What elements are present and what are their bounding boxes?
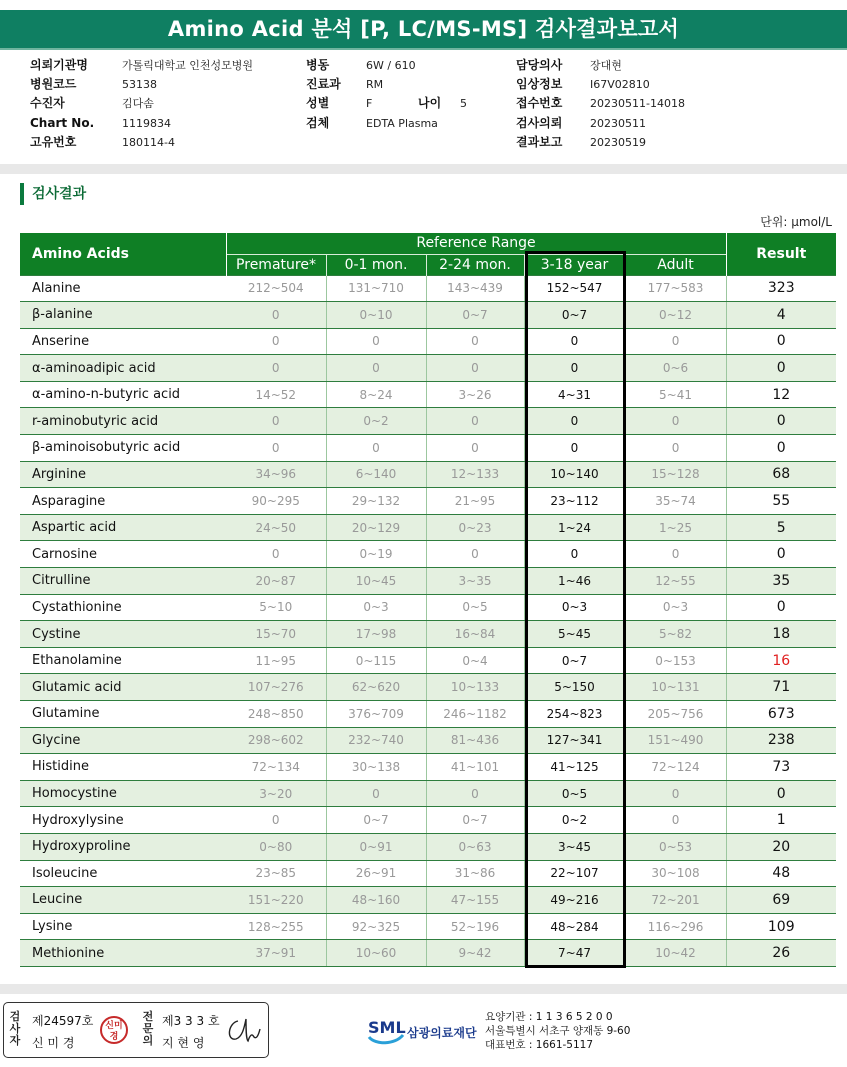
info-label: 임상정보 [516, 77, 563, 92]
amino-acid-name: Ethanolamine [20, 647, 226, 674]
reference-range-cell: 0~7 [426, 302, 524, 329]
reference-range-cell: 5~150 [524, 674, 625, 701]
header-0-1-mon: 0-1 mon. [326, 254, 426, 275]
reference-range-cell: 6~140 [326, 461, 426, 488]
header-premature: Premature* [226, 254, 326, 275]
reference-range-cell: 107~276 [226, 674, 326, 701]
reference-range-cell: 24~50 [226, 514, 326, 541]
amino-acid-name: Isoleucine [20, 860, 226, 887]
sml-logo-icon [365, 1011, 407, 1049]
reference-range-cell: 0~2 [326, 408, 426, 435]
table-row [20, 701, 836, 728]
reference-range-cell: 5~82 [625, 621, 726, 648]
table-row [20, 860, 836, 887]
reference-range-cell: 41~101 [426, 754, 524, 781]
reference-range-cell: 0 [426, 328, 524, 355]
result-value: 0 [726, 780, 836, 807]
info-label: 병원코드 [30, 77, 77, 92]
info-value: 180114-4 [122, 135, 175, 149]
result-value: 71 [726, 674, 836, 701]
reference-range-cell: 205~756 [625, 701, 726, 728]
table-row [20, 381, 836, 408]
info-value: 20230511 [590, 116, 646, 130]
header-adult: Adult [625, 254, 726, 275]
reference-range-cell: 62~620 [326, 674, 426, 701]
info-value: 6W / 610 [366, 59, 416, 72]
reference-range-cell: 22~107 [524, 860, 625, 887]
result-value: 0 [726, 435, 836, 462]
reference-range-cell: 0~7 [326, 807, 426, 834]
reference-range-cell: 0~12 [625, 302, 726, 329]
reference-range-cell: 298~602 [226, 727, 326, 754]
amino-acid-name: r-aminobutyric acid [20, 408, 226, 435]
table-row [20, 355, 836, 382]
reference-range-cell: 254~823 [524, 701, 625, 728]
reference-range-cell: 90~295 [226, 488, 326, 515]
reference-range-cell: 0~6 [625, 355, 726, 382]
org-name: 삼광의료재단 [407, 1026, 477, 1040]
reference-range-cell: 0 [226, 541, 326, 568]
reference-range-cell: 4~31 [524, 381, 625, 408]
reference-range-cell: 10~131 [625, 674, 726, 701]
reference-range-cell: 0~7 [426, 807, 524, 834]
reference-range-cell: 8~24 [326, 381, 426, 408]
reference-range-cell: 0 [426, 541, 524, 568]
reference-range-cell: 10~42 [625, 940, 726, 967]
reference-range-cell: 152~547 [524, 275, 625, 302]
amino-acid-name: Alanine [20, 275, 226, 302]
amino-acid-name: Cystine [20, 621, 226, 648]
org-address: 서울특별시 서초구 양재동 9-60 [485, 1025, 631, 1037]
header-2-24-mon: 2-24 mon. [426, 254, 524, 275]
result-value: 0 [726, 594, 836, 621]
info-label: Chart No. [30, 115, 95, 130]
info-label: 병동 [306, 58, 330, 72]
tester-license-no: 제24597호 [32, 1014, 94, 1028]
reference-range-cell: 376~709 [326, 701, 426, 728]
info-value: 장대현 [590, 59, 622, 72]
result-value: 238 [726, 727, 836, 754]
reference-range-cell: 1~24 [524, 514, 625, 541]
info-label: 고유번호 [30, 134, 77, 149]
reference-range-cell: 0~53 [625, 833, 726, 860]
amino-acid-name: Methionine [20, 940, 226, 967]
tester-stamp: 신미경 [100, 1016, 128, 1044]
org-code: 요양기관 : 1 1 3 6 5 2 0 0 [485, 1011, 613, 1023]
reference-range-cell: 0~2 [524, 807, 625, 834]
reference-range-cell: 10~60 [326, 940, 426, 967]
table-row [20, 807, 836, 834]
info-value: 53138 [122, 78, 157, 92]
reference-range-cell: 127~341 [524, 727, 625, 754]
info-col-2 [306, 56, 467, 133]
info-label: 진료과 [306, 77, 341, 92]
info-value: EDTA Plasma [366, 116, 438, 130]
info-row [516, 114, 685, 133]
reference-range-cell: 3~35 [426, 568, 524, 595]
result-value: 35 [726, 568, 836, 595]
reference-range-cell: 7~47 [524, 940, 625, 967]
reference-range-cell: 81~436 [426, 727, 524, 754]
info-label: 검체 [306, 115, 330, 130]
reference-range-cell: 0 [226, 807, 326, 834]
result-value: 5 [726, 514, 836, 541]
table-row [20, 833, 836, 860]
info-label: 결과보고 [516, 134, 563, 149]
reference-range-cell: 0~3 [326, 594, 426, 621]
reference-range-cell: 1~25 [625, 514, 726, 541]
amino-acid-name: Lysine [20, 913, 226, 940]
reference-range-cell: 23~85 [226, 860, 326, 887]
report-title: Amino Acid 분석 [P, LC/MS-MS] 검사결과보고서 [0, 10, 847, 48]
info-row [30, 133, 253, 152]
reference-range-cell: 0~3 [524, 594, 625, 621]
reference-range-cell: 9~42 [426, 940, 524, 967]
result-value: 73 [726, 754, 836, 781]
result-value: 26 [726, 940, 836, 967]
amino-acid-name: Homocystine [20, 780, 226, 807]
reference-range-cell: 72~134 [226, 754, 326, 781]
reference-range-cell: 0~4 [426, 647, 524, 674]
table-row [20, 727, 836, 754]
result-value: 20 [726, 833, 836, 860]
reference-range-cell: 0 [226, 355, 326, 382]
reference-range-cell: 0~115 [326, 647, 426, 674]
result-value: 0 [726, 408, 836, 435]
age-label: 나이 [418, 96, 442, 111]
reference-range-cell: 35~74 [625, 488, 726, 515]
reference-range-cell: 5~45 [524, 621, 625, 648]
org-logo-text: SML [368, 1018, 406, 1037]
info-row [30, 94, 253, 113]
amino-acid-name: α-amino-n-butyric acid [20, 381, 226, 408]
reference-range-cell: 0 [326, 780, 426, 807]
info-value: RM [366, 78, 384, 92]
table-row [20, 913, 836, 940]
reference-range-cell: 31~86 [426, 860, 524, 887]
reference-range-cell: 0 [226, 408, 326, 435]
reference-range-cell: 0 [426, 435, 524, 462]
reference-range-cell: 52~196 [426, 913, 524, 940]
info-row [516, 56, 685, 75]
reference-range-cell: 0~5 [524, 780, 625, 807]
reference-range-cell: 3~45 [524, 833, 625, 860]
reference-range-cell: 0 [326, 328, 426, 355]
table-row [20, 674, 836, 701]
reference-range-cell: 41~125 [524, 754, 625, 781]
section-divider [0, 164, 847, 174]
table-row [20, 461, 836, 488]
reference-range-cell: 34~96 [226, 461, 326, 488]
info-row [30, 56, 253, 75]
info-row [306, 94, 467, 113]
result-value: 4 [726, 302, 836, 329]
reference-range-cell: 26~91 [326, 860, 426, 887]
table-row [20, 568, 836, 595]
info-label: 성별 [306, 96, 330, 111]
amino-acid-name: Asparagine [20, 488, 226, 515]
reference-range-cell: 0 [524, 355, 625, 382]
reference-range-cell: 0 [426, 408, 524, 435]
amino-acid-name: β-aminoisobutyric acid [20, 435, 226, 462]
result-value: 323 [726, 275, 836, 302]
header-reference-range: Reference Range [226, 233, 726, 254]
reference-range-cell: 246~1182 [426, 701, 524, 728]
reference-range-cell: 5~41 [625, 381, 726, 408]
reference-range-cell: 0~80 [226, 833, 326, 860]
amino-acid-name: Citrulline [20, 568, 226, 595]
table-row [20, 754, 836, 781]
reference-range-cell: 0 [625, 408, 726, 435]
org-phone: 대표번호 : 1661-5117 [485, 1039, 594, 1051]
reference-range-cell: 21~95 [426, 488, 524, 515]
reference-range-cell: 1~46 [524, 568, 625, 595]
info-row [516, 75, 685, 94]
result-value: 673 [726, 701, 836, 728]
reference-range-cell: 0 [524, 328, 625, 355]
amino-acid-name: Carnosine [20, 541, 226, 568]
result-value: 1 [726, 807, 836, 834]
tester-label: 검사자 [9, 1010, 21, 1047]
reference-range-cell: 5~10 [226, 594, 326, 621]
amino-acid-table [20, 233, 836, 967]
reference-range-cell: 29~132 [326, 488, 426, 515]
signature-box [3, 1002, 269, 1058]
reference-range-cell: 12~133 [426, 461, 524, 488]
reference-range-cell: 72~201 [625, 887, 726, 914]
org-address-block [485, 1010, 630, 1052]
reference-range-cell: 0 [625, 435, 726, 462]
doctor-label: 전문의 [142, 1010, 154, 1047]
amino-acid-name: Glutamic acid [20, 674, 226, 701]
amino-acid-name: Aspartic acid [20, 514, 226, 541]
info-label: 접수번호 [516, 96, 563, 111]
amino-acid-name: Anserine [20, 328, 226, 355]
result-value: 69 [726, 887, 836, 914]
reference-range-cell: 10~140 [524, 461, 625, 488]
reference-range-cell: 0 [524, 435, 625, 462]
reference-range-cell: 0 [226, 435, 326, 462]
info-row [516, 133, 685, 152]
reference-range-cell: 0~10 [326, 302, 426, 329]
reference-range-cell: 15~70 [226, 621, 326, 648]
reference-range-cell: 0 [226, 328, 326, 355]
reference-range-cell: 177~583 [625, 275, 726, 302]
amino-acid-name: Glycine [20, 727, 226, 754]
info-row [30, 75, 253, 94]
result-value: 12 [726, 381, 836, 408]
doctor-license-no: 제3 3 3 호 [162, 1014, 220, 1028]
result-value: 0 [726, 328, 836, 355]
reference-range-cell: 0 [426, 780, 524, 807]
reference-range-cell: 15~128 [625, 461, 726, 488]
info-row [516, 94, 685, 113]
reference-range-cell: 151~220 [226, 887, 326, 914]
table-row [20, 408, 836, 435]
amino-acid-name: α-aminoadipic acid [20, 355, 226, 382]
result-value: 16 [726, 647, 836, 674]
table-row [20, 514, 836, 541]
reference-range-cell: 0~91 [326, 833, 426, 860]
reference-range-cell: 0 [524, 408, 625, 435]
info-value: I67V02810 [590, 78, 650, 92]
reference-range-cell: 10~133 [426, 674, 524, 701]
reference-range-cell: 0 [426, 355, 524, 382]
tester-name: 신 미 경 [32, 1036, 75, 1050]
table-row [20, 647, 836, 674]
info-value: 김다솜 [122, 97, 154, 111]
reference-range-cell: 0~153 [625, 647, 726, 674]
info-value: 20230519 [590, 135, 646, 149]
amino-acid-name: Arginine [20, 461, 226, 488]
reference-range-cell: 0 [625, 807, 726, 834]
reference-range-cell: 0 [326, 355, 426, 382]
table-row [20, 328, 836, 355]
reference-range-cell: 0 [625, 780, 726, 807]
reference-range-cell: 30~108 [625, 860, 726, 887]
info-label: 담당의사 [516, 58, 563, 72]
reference-range-cell: 48~160 [326, 887, 426, 914]
reference-range-cell: 11~95 [226, 647, 326, 674]
reference-range-cell: 48~284 [524, 913, 625, 940]
reference-range-cell: 116~296 [625, 913, 726, 940]
reference-range-cell: 92~325 [326, 913, 426, 940]
reference-range-cell: 3~20 [226, 780, 326, 807]
amino-acid-name: Leucine [20, 887, 226, 914]
reference-range-cell: 0~23 [426, 514, 524, 541]
reference-range-cell: 23~112 [524, 488, 625, 515]
reference-range-cell: 72~124 [625, 754, 726, 781]
reference-range-cell: 16~84 [426, 621, 524, 648]
reference-range-cell: 0 [326, 435, 426, 462]
info-row [306, 114, 467, 133]
section-title: 검사결과 [20, 183, 86, 205]
header-amino-acids: Amino Acids [20, 233, 226, 275]
info-label: 검사의뢰 [516, 115, 563, 130]
header-3-18-year: 3-18 year [524, 254, 625, 275]
unit-label: 단위: μmol/L [760, 215, 832, 229]
info-col-1 [30, 56, 253, 152]
reference-range-cell: 0~5 [426, 594, 524, 621]
reference-range-cell: 0~19 [326, 541, 426, 568]
info-label: 수진자 [30, 96, 65, 111]
footer-divider [0, 984, 847, 994]
table-row [20, 541, 836, 568]
reference-range-cell: 131~710 [326, 275, 426, 302]
info-value: 20230511-14018 [590, 97, 685, 111]
info-value: 1119834 [122, 116, 171, 130]
info-row [306, 56, 467, 75]
reference-range-cell: 30~138 [326, 754, 426, 781]
reference-range-cell: 232~740 [326, 727, 426, 754]
title-underline [0, 48, 847, 50]
reference-range-cell: 0 [625, 328, 726, 355]
result-value: 0 [726, 355, 836, 382]
table-row [20, 887, 836, 914]
table-row [20, 594, 836, 621]
table-row [20, 621, 836, 648]
result-value: 68 [726, 461, 836, 488]
reference-range-cell: 47~155 [426, 887, 524, 914]
table-row [20, 488, 836, 515]
amino-acid-name: Hydroxylysine [20, 807, 226, 834]
info-value: 가톨릭대학교 인천성모병원 [122, 59, 254, 72]
reference-range-cell: 212~504 [226, 275, 326, 302]
result-value: 109 [726, 913, 836, 940]
reference-range-cell: 10~45 [326, 568, 426, 595]
reference-range-cell: 0 [524, 541, 625, 568]
result-value: 18 [726, 621, 836, 648]
reference-range-cell: 12~55 [625, 568, 726, 595]
info-row [306, 75, 467, 94]
reference-range-cell: 0~7 [524, 302, 625, 329]
header-result: Result [726, 233, 836, 275]
reference-range-cell: 143~439 [426, 275, 524, 302]
amino-acid-name: Hydroxyproline [20, 833, 226, 860]
doctor-signature-icon [224, 1015, 264, 1047]
reference-range-cell: 151~490 [625, 727, 726, 754]
reference-range-cell: 49~216 [524, 887, 625, 914]
reference-range-cell: 0~3 [625, 594, 726, 621]
result-value: 55 [726, 488, 836, 515]
age-value: 5 [460, 97, 467, 111]
amino-acid-name: Histidine [20, 754, 226, 781]
reference-range-cell: 0~63 [426, 833, 524, 860]
info-label: 의뢰기관명 [30, 58, 88, 72]
info-row [30, 114, 253, 133]
reference-range-cell: 248~850 [226, 701, 326, 728]
table-row [20, 940, 836, 967]
amino-acid-name: Cystathionine [20, 594, 226, 621]
result-value: 0 [726, 541, 836, 568]
table-row [20, 275, 836, 302]
table-row [20, 780, 836, 807]
reference-range-cell: 20~87 [226, 568, 326, 595]
reference-range-cell: 0 [625, 541, 726, 568]
table-row [20, 435, 836, 462]
reference-range-cell: 20~129 [326, 514, 426, 541]
info-col-3 [516, 56, 685, 152]
table-row [20, 302, 836, 329]
info-value: F [366, 97, 373, 111]
reference-range-cell: 17~98 [326, 621, 426, 648]
doctor-name: 지 현 영 [162, 1036, 205, 1050]
reference-range-cell: 37~91 [226, 940, 326, 967]
amino-acid-name: Glutamine [20, 701, 226, 728]
reference-range-cell: 3~26 [426, 381, 524, 408]
amino-acid-name: β-alanine [20, 302, 226, 329]
reference-range-cell: 14~52 [226, 381, 326, 408]
result-value: 48 [726, 860, 836, 887]
reference-range-cell: 0~7 [524, 647, 625, 674]
reference-range-cell: 128~255 [226, 913, 326, 940]
reference-range-cell: 0 [226, 302, 326, 329]
